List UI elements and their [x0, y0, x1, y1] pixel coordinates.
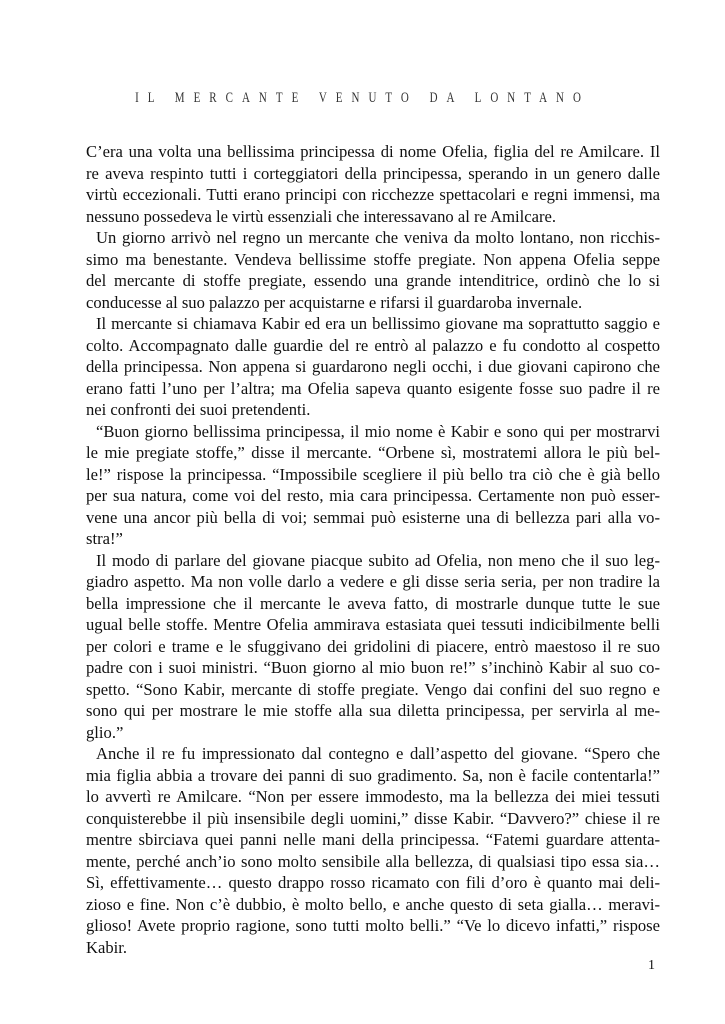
paragraph — [86, 141, 660, 227]
text-line: mia figlia abbia a trovare dei panni di suo gradimento. Sa, non è facile contentarla!” — [86, 765, 660, 785]
text-line: ugual belle stoffe. Mentre Ofelia ammirava estasiata quei tessuti indicibilmente belli — [86, 615, 660, 634]
text-line: mentre sbirciava quei panni nelle mani della principessa. “Fatemi guardare attenta- — [86, 830, 660, 849]
text-line: “Buon giorno bellissima principessa, il mio nome è Kabir e sono qui per mostrarvi — [96, 421, 660, 441]
running-title: IL MERCANTE VENUTO DA LONTANO — [135, 90, 590, 107]
text-line: glio.” — [86, 722, 124, 742]
text-line: del mercante di stoffe pregiate, essendo una grande intenditrice, ordinò che lo si — [86, 271, 660, 290]
paragraph — [86, 227, 660, 313]
paragraph — [86, 313, 660, 421]
page-number: 1 — [648, 958, 655, 973]
text-line: sono qui per mostrare le mie stoffe alla sua diletta principessa, per servirla al me- — [86, 701, 660, 720]
text-line: giadro aspetto. Ma non volle darlo a vedere e gli disse seria seria, per non tradire la — [86, 572, 660, 591]
text-line: le mie pregiate stoffe,” disse il mercante. “Orbene sì, mostratemi allora le più bel- — [86, 443, 660, 462]
text-line: zioso e fine. Non c’è dubbio, è molto bello, e anche questo di seta gialla… meravi- — [86, 894, 660, 914]
text-line: virtù eccezionali. Tutti erano principi con ricchezze spettacolari e regni immensi, ma — [86, 185, 660, 204]
text-line: stra!” — [86, 529, 123, 548]
text-line: Il modo di parlare del giovane piacque subito ad Ofelia, non meno che il suo leg- — [96, 550, 660, 570]
text-line: colto. Accompagnato dalle guardie del re entrò al palazzo e fu condotto al cospetto — [86, 335, 660, 355]
text-line: spetto. “Sono Kabir, mercante di stoffe pregiate. Vengo dai confini del suo regno e — [86, 679, 660, 699]
text-line: mente, perché anch’io sono molto sensibile alla bellezza, di qualsiasi tipo essa sia… — [86, 851, 660, 871]
text-line: per sua natura, come voi del resto, mia cara principessa. Certamente non può esser- — [86, 486, 660, 505]
text-line: re aveva respinto tutti i corteggiatori della principessa, sperando in un genero dalle — [86, 163, 660, 183]
text-line: della principessa. Non appena si guardarono negli occhi, i due giovani capirono che — [86, 357, 660, 376]
text-line: Kabir. — [86, 937, 128, 957]
text-line: per colori e trame e le sfuggivano dei gridolini di piacere, entrò maestoso il re suo — [86, 636, 660, 656]
text-line: Un giorno arrivò nel regno un mercante che veniva da molto lontano, non ricchis- — [96, 228, 660, 247]
text-line: lo avvertì re Amilcare. “Non per essere immodesto, ma la bellezza dei miei tessuti — [86, 787, 660, 806]
text-line: erano fatti l’uno per l’altra; ma Ofelia sapeva quanto esigente fosse suo padre il re — [86, 378, 660, 398]
text-line: Anche il re fu impressionato dal contegno e dall’aspetto del giovane. “Spero che — [96, 744, 660, 763]
text-line: le!” rispose la principessa. “Impossibile scegliere il più bello tra ciò che è già bello — [86, 464, 660, 484]
text-line: nessuno possedeva le virtù essenziali che interessavano al re Amilcare. — [86, 206, 556, 226]
text-line: simo ma benestante. Vendeva bellissime stoffe pregiate. Non appena Ofelia seppe — [86, 249, 660, 269]
paragraph — [86, 550, 660, 744]
text-line: vene una ancor più bella di voi; semmai può esisterne una di bellezza pari alla vo- — [86, 507, 660, 527]
text-line: C’era una volta una bellissima principessa di nome Ofelia, figlia del re Amilcare. Il — [86, 142, 660, 161]
text-line: bella impressione che il mercante le aveva fatto, di mostrarle dunque tutte le sue — [86, 593, 660, 613]
text-line: conquisterebbe il più insensibile degli uomini,” disse Kabir. “Davvero?” chiese il re — [86, 808, 660, 828]
text-line: padre con i suoi ministri. “Buon giorno al mio buon re!” s’inchinò Kabir al suo co- — [86, 658, 660, 677]
text-line: Il mercante si chiamava Kabir ed era un bellissimo giovane ma soprattutto saggio e — [96, 314, 660, 333]
paragraph — [86, 421, 660, 550]
text-line: nei confronti dei suoi pretendenti. — [86, 400, 311, 419]
text-line: conducesse al suo palazzo per acquistarne e rifarsi il guardaroba invernale. — [86, 292, 583, 312]
text-line: Sì, effettivamente… questo drappo rosso ricamato con fili d’oro è quanto mai deli- — [86, 873, 660, 892]
paragraph — [86, 743, 660, 958]
text-line: glioso! Avete proprio ragione, sono tutti molto belli.” “Ve lo dicevo infatti,” rispose — [86, 916, 660, 935]
body-text — [86, 141, 660, 958]
